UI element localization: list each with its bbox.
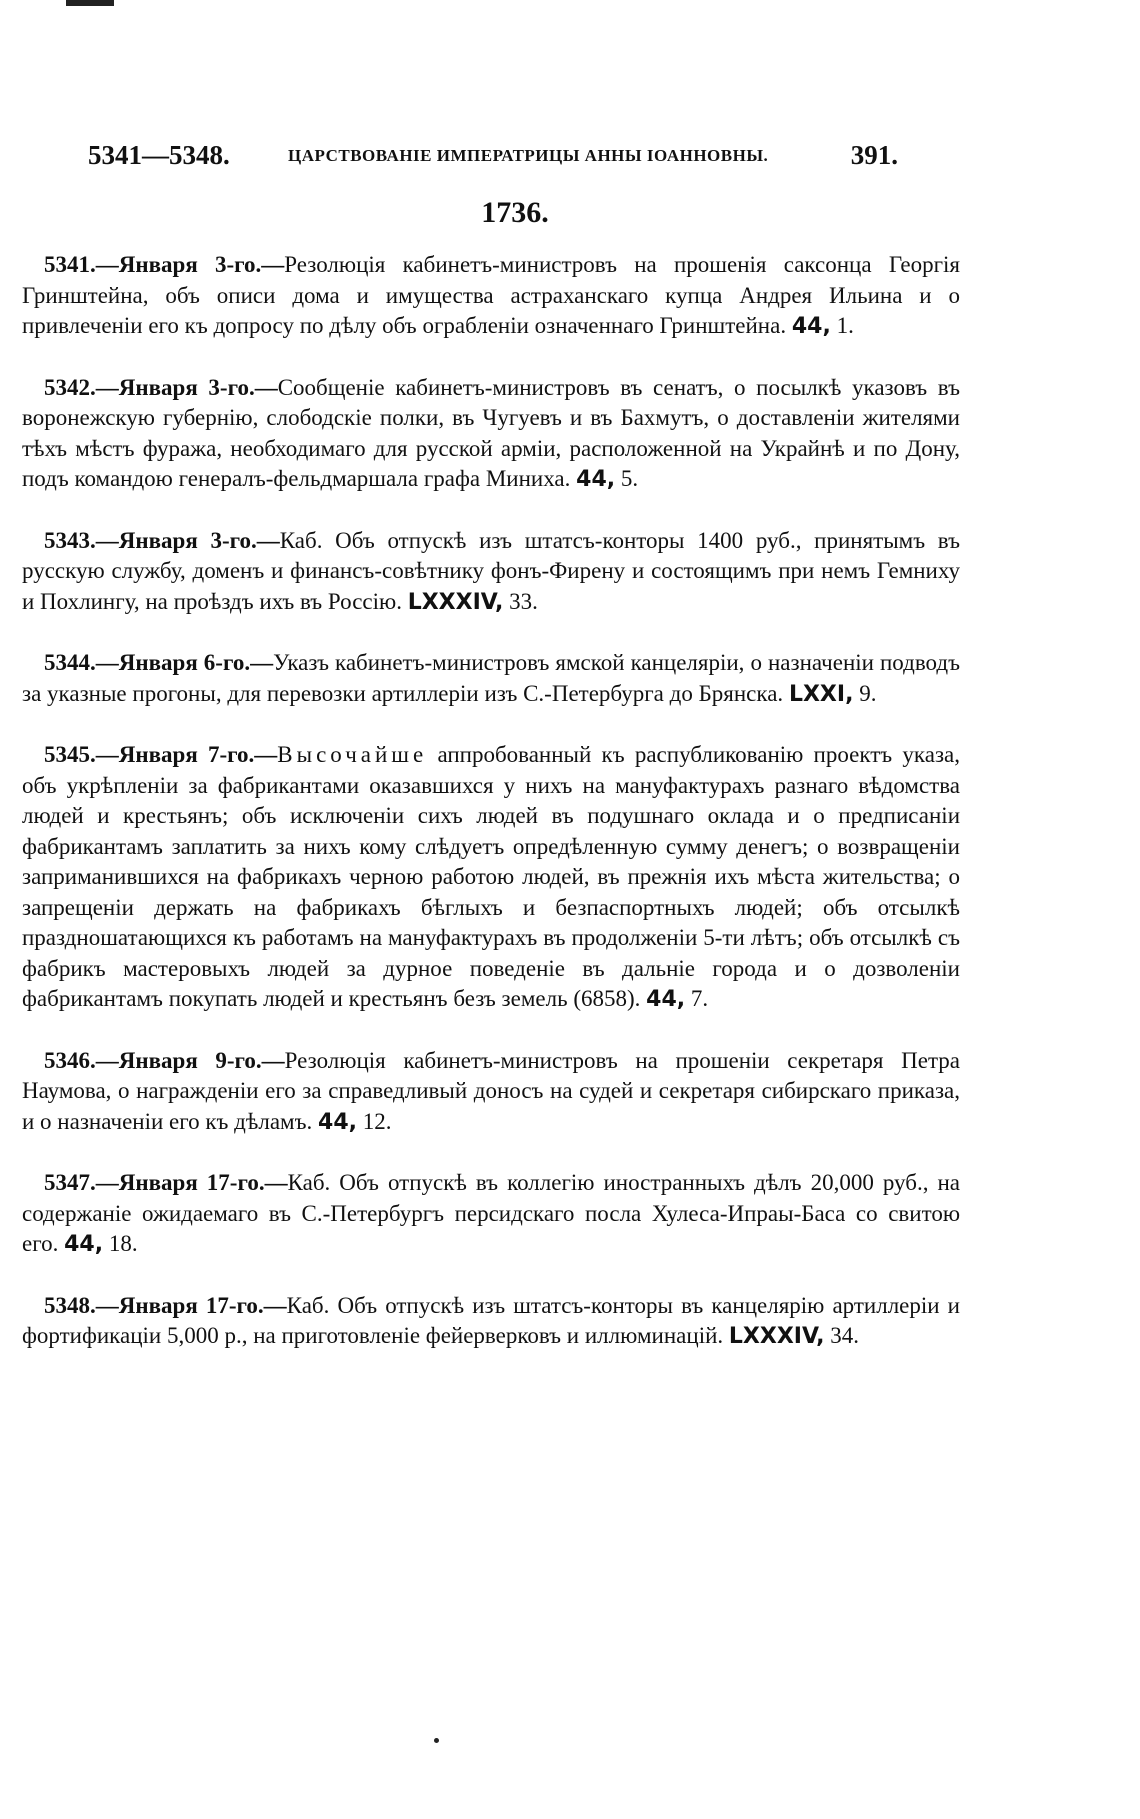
entry-text: Резолюція кабинетъ-министровъ на прошеніи секретаря Петра Наумова, о награжденіи его за справедливый доносъ на судей и секретаря сибирскаго приказа, и о назначеніи его къ дѣламъ.	[22, 1047, 960, 1134]
entry-5346	[22, 1046, 960, 1139]
entry-reference: 44,	[646, 987, 686, 1012]
entry-5345	[22, 740, 960, 1016]
page-number: 391.	[850, 140, 898, 170]
entry-number: 5347.	[44, 1170, 96, 1195]
entry-text: Резолюція кабинетъ-министровъ на прошенія саксонца Георгія Гринштейна, объ описи дома и имущества астраханскаго купца Андрея Ильина и о привлеченіи его къ допросу по дѣлу объ ограбленіи означеннаго Гринштейна.	[22, 252, 960, 338]
entry-reference: LXXXIV,	[728, 1324, 825, 1349]
entry-5344	[22, 648, 960, 710]
entry-reference-page: 18.	[108, 1231, 138, 1256]
entry-number: 5346.	[44, 1047, 96, 1073]
entry-date: —Января 17-го.—	[95, 1170, 288, 1195]
entry-text: Каб. Объ отпускѣ изъ штатсъ-конторы въ канцелярію артиллеріи и фортификаціи 5,000 р., на приготовленіе фейерверковъ и иллюминацій.	[22, 1292, 960, 1348]
entry-5348	[22, 1291, 960, 1353]
year-heading: 1736.	[481, 196, 549, 229]
entry-reference: 44,	[318, 1109, 357, 1135]
scan-mark	[66, 0, 114, 6]
entry-number: 5342.	[44, 374, 96, 400]
entry-reference: LXXXIV,	[407, 589, 504, 615]
entry-date: —Января 9-го.—	[95, 1047, 285, 1073]
entry-number: 5348.	[44, 1292, 96, 1318]
entry-range: 5341—5348.	[88, 140, 230, 170]
entry-5347	[22, 1168, 960, 1261]
entry-reference: 44,	[576, 467, 616, 492]
header-title: ЦАРСТВОВАНІЕ ИМПЕРАТРИЦЫ АННЫ ІОАННОВНЫ.	[288, 146, 769, 165]
entry-date: —Января 3-го.—	[95, 374, 278, 400]
entry-5342	[22, 373, 960, 496]
entry-reference-page: 1.	[836, 313, 854, 338]
entry-date: —Января 3-го.—	[95, 252, 285, 277]
entry-date: —Января 17-го.—	[95, 1292, 287, 1318]
entry-reference-page: 5.	[620, 466, 639, 491]
entry-reference: 44,	[791, 314, 831, 339]
entry-text: аппробованный къ распубликованію проектъ указа, объ укрѣпленіи за фабрикантами оказавшихся у нихъ на мануфактурахъ разнаго вѣдомства людей и крестьянъ; объ исключеніи сихъ людей въ подушнаго оклада и о предписаніи фабрикантамъ заплатить за нихъ кому слѣдуетъ опредѣленную сумму денегъ; о возвращеніи заприманившихся на фабрикахъ черною работою людей, въ прежнія ихъ мѣста жительства; о запрещеніи держать на фабрикахъ бѣглыхъ и безпаспортныхъ людей; объ отсылкѣ праздношатающихся къ работамъ на мануфактурахъ въ продолженіи 5-ти лѣтъ; объ отсылкѣ съ фабрикъ мастеровыхъ людей за дурное поведеніе въ дальніе города и о дозволеніи фабрикантамъ покупать людей и крестьянъ безъ земель (6858).	[22, 742, 960, 1011]
entry-reference-page: 7.	[690, 986, 709, 1011]
entry-text: Указъ кабинетъ-министровъ ямской канцеляріи, о назначеніи подводъ за указные прогоны, для перевозки артиллеріи изъ С.-Петербурга до Брянска.	[22, 650, 960, 706]
entry-emphasis: Высочайше	[277, 742, 428, 767]
entry-number: 5344.	[44, 650, 96, 675]
entry-number: 5341.	[44, 252, 96, 277]
entry-5343	[22, 526, 960, 619]
entry-reference-page: 12.	[362, 1108, 392, 1134]
ink-dot	[434, 1738, 439, 1743]
entry-reference-page: 9.	[859, 680, 877, 706]
entry-number: 5343.	[44, 527, 96, 553]
entry-5341	[22, 250, 960, 343]
entry-text: Каб. Объ отпускѣ изъ штатсъ-конторы 1400 руб., принятымъ въ русскую службу, доменъ и финансъ-совѣтнику фонъ-Фирену и состоящимъ при немъ Гемниху и Похлингу, на проѣздъ ихъ въ Россію.	[22, 527, 960, 614]
entry-date: —Января 3-го.—	[95, 527, 280, 553]
entry-number: 5345.	[44, 742, 96, 767]
entry-text: Сообщеніе кабинетъ-министровъ въ сенатъ, о посылкѣ указовъ въ воронежскую губернію, слободскіе полки, въ Чугуевъ и въ Бахмутъ, о доставленіи жителями тѣхъ мѣстъ фуража, необходимаго для русской арміи, расположенной на Украйнѣ и по Дону, подъ командою генералъ-фельдмаршала графа Миниха.	[22, 374, 960, 491]
entry-reference: 44,	[64, 1232, 104, 1257]
entry-date: —Января 7-го.—	[95, 742, 278, 767]
entry-reference-page: 34.	[830, 1323, 860, 1348]
running-header	[88, 140, 898, 180]
entry-date: —Января 6-го.—	[95, 650, 274, 675]
entry-text: Каб. Объ отпускѣ въ коллегію иностранныхъ дѣлъ 20,000 руб., на содержаніе ожидаемаго въ С.-Петербургъ персидскаго посла Хулеса-Ипраы-Баса со свитою его.	[22, 1170, 960, 1256]
entries-list	[22, 250, 960, 1383]
entry-reference-page: 33.	[509, 588, 538, 614]
entry-reference: LXXI,	[788, 681, 854, 707]
